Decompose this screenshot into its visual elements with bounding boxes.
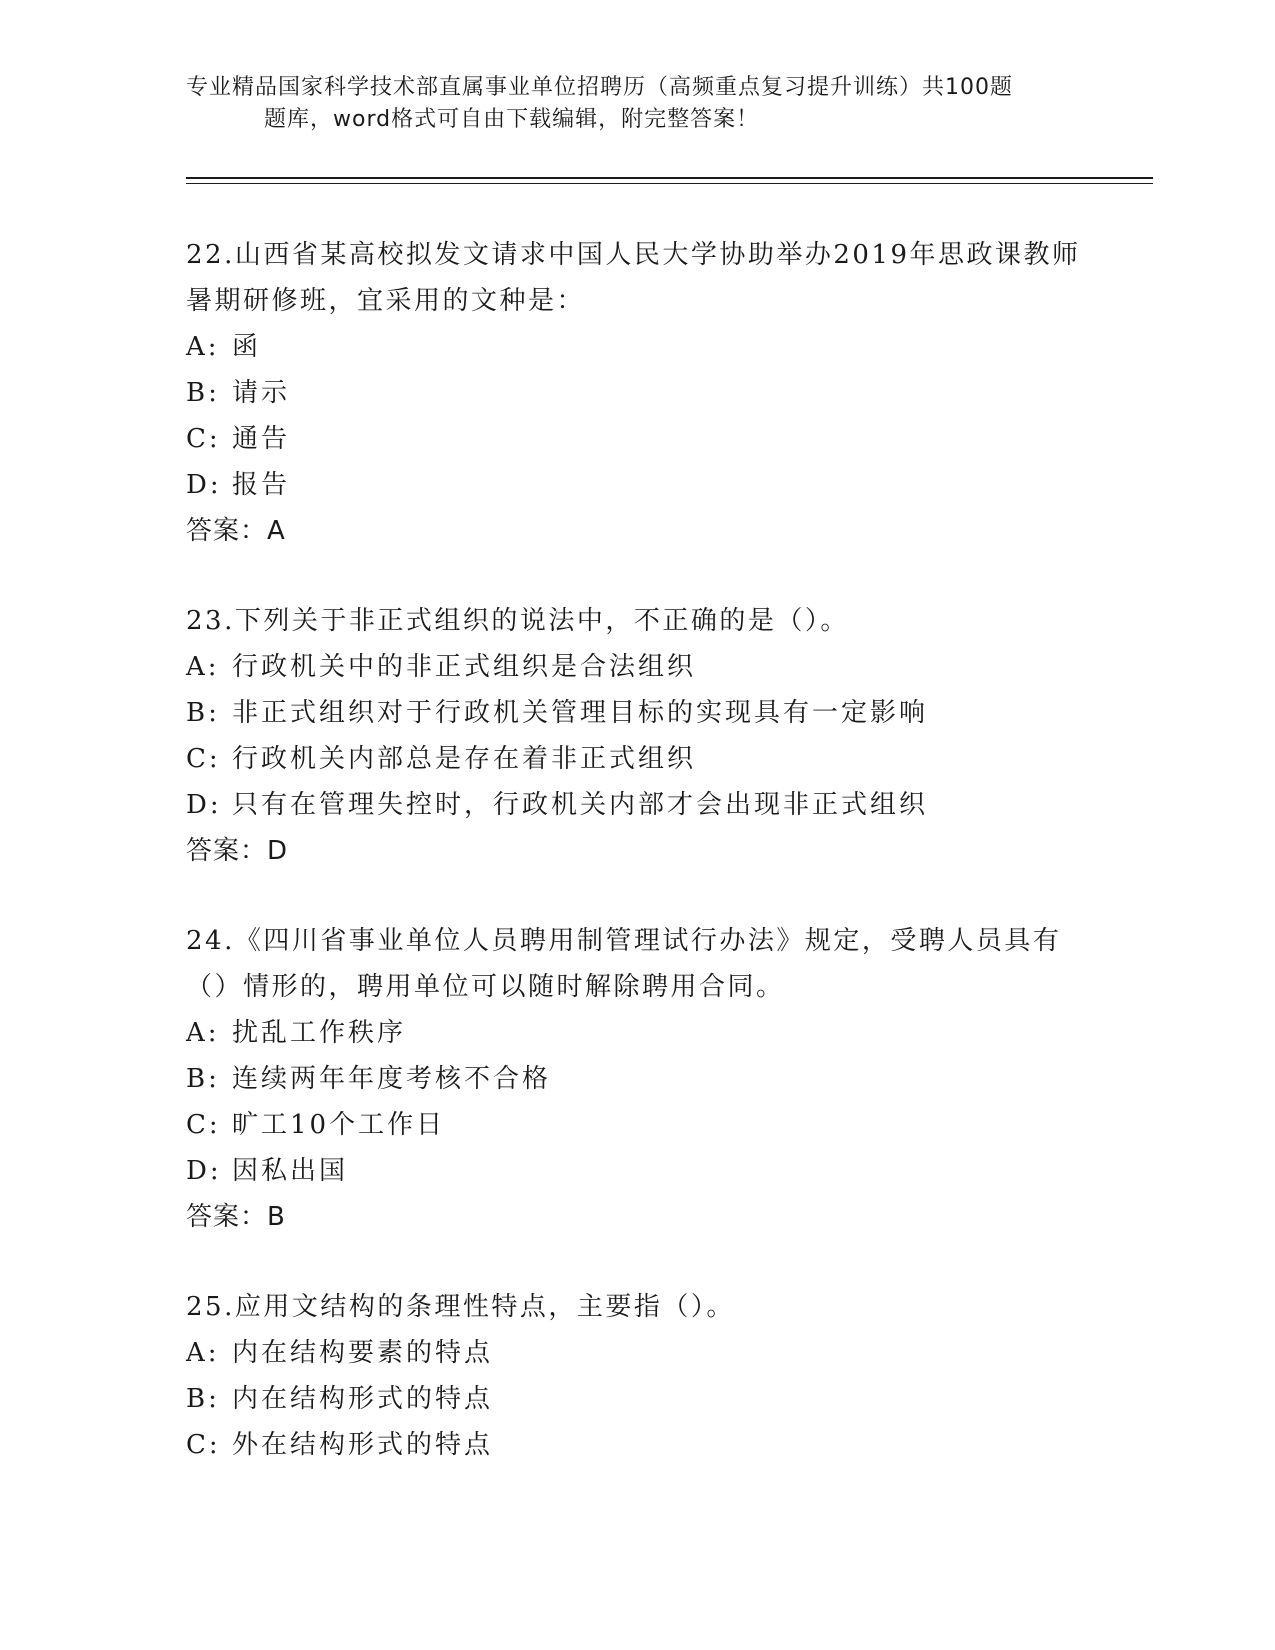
header-divider-thick (186, 177, 1153, 179)
option-text: 行政机关中的非正式组织是合法组织 (232, 652, 697, 682)
option-a (186, 1010, 1086, 1056)
option-a (186, 644, 1086, 690)
option-text: 外在结构形式的特点 (232, 1430, 494, 1460)
option-label: A: (186, 652, 220, 682)
question-stem: 24.《四川省事业单位人员聘用制管理试行办法》规定，受聘人员具有（）情形的，聘用单位可以随时解除聘用合同。 (186, 926, 1062, 1002)
option-text: 旷工10个工作日 (232, 1110, 446, 1140)
header-title-line-2: 题库，word格式可自由下载编辑，附完整答案！ (264, 107, 760, 132)
option-label: C: (186, 744, 221, 774)
option-text: 因私出国 (232, 1156, 349, 1186)
option-label: D: (186, 470, 222, 500)
header-divider-thin (186, 183, 1153, 184)
option-text: 连续两年年度考核不合格 (232, 1064, 552, 1094)
option-label: A: (186, 1018, 220, 1048)
option-label: D: (186, 790, 222, 820)
option-label: C: (186, 1110, 221, 1140)
answer-line: 答案：B (186, 1202, 286, 1232)
option-label: B: (186, 378, 220, 408)
option-label: B: (186, 1384, 220, 1414)
option-c (186, 1102, 1086, 1148)
option-label: A: (186, 1338, 220, 1368)
question-list (186, 232, 1086, 1512)
option-b (186, 690, 1086, 736)
option-b (186, 370, 1086, 416)
answer-line: 答案：A (186, 516, 286, 546)
question-stem: 25.应用文结构的条理性特点，主要指（）。 (186, 1292, 735, 1322)
answer-line: 答案：D (186, 836, 289, 866)
option-text: 内在结构要素的特点 (232, 1338, 494, 1368)
option-b (186, 1056, 1086, 1102)
option-text: 内在结构形式的特点 (232, 1384, 494, 1414)
question-stem: 23.下列关于非正式组织的说法中，不正确的是（）。 (186, 606, 849, 636)
option-text: 函 (232, 332, 262, 362)
option-text: 只有在管理失控时，行政机关内部才会出现非正式组织 (232, 790, 929, 820)
option-label: A: (186, 332, 220, 362)
option-a (186, 1330, 1086, 1376)
option-text: 通告 (232, 424, 291, 454)
option-d (186, 462, 1086, 508)
option-c (186, 1422, 1086, 1468)
question-23 (186, 598, 1086, 874)
option-a (186, 324, 1086, 370)
option-d (186, 1148, 1086, 1194)
option-label: B: (186, 1064, 220, 1094)
option-label: B: (186, 698, 220, 728)
option-label: C: (186, 1430, 221, 1460)
option-label: D: (186, 1156, 222, 1186)
question-22 (186, 232, 1086, 554)
option-d (186, 782, 1086, 828)
option-text: 非正式组织对于行政机关管理目标的实现具有一定影响 (232, 698, 929, 728)
document-header (186, 72, 1086, 136)
option-b (186, 1376, 1086, 1422)
option-text: 扰乱工作秩序 (232, 1018, 407, 1048)
option-c (186, 416, 1086, 462)
question-stem: 22.山西省某高校拟发文请求中国人民大学协助举办2019年思政课教师暑期研修班，宜采用的文种是： (186, 240, 1081, 316)
question-24 (186, 918, 1086, 1240)
header-title-line-1: 专业精品国家科学技术部直属事业单位招聘历（高频重点复习提升训练）共100题 (186, 75, 1013, 100)
option-label: C: (186, 424, 221, 454)
option-text: 请示 (232, 378, 291, 408)
option-c (186, 736, 1086, 782)
option-text: 报告 (232, 470, 291, 500)
question-25 (186, 1284, 1086, 1468)
option-text: 行政机关内部总是存在着非正式组织 (232, 744, 697, 774)
